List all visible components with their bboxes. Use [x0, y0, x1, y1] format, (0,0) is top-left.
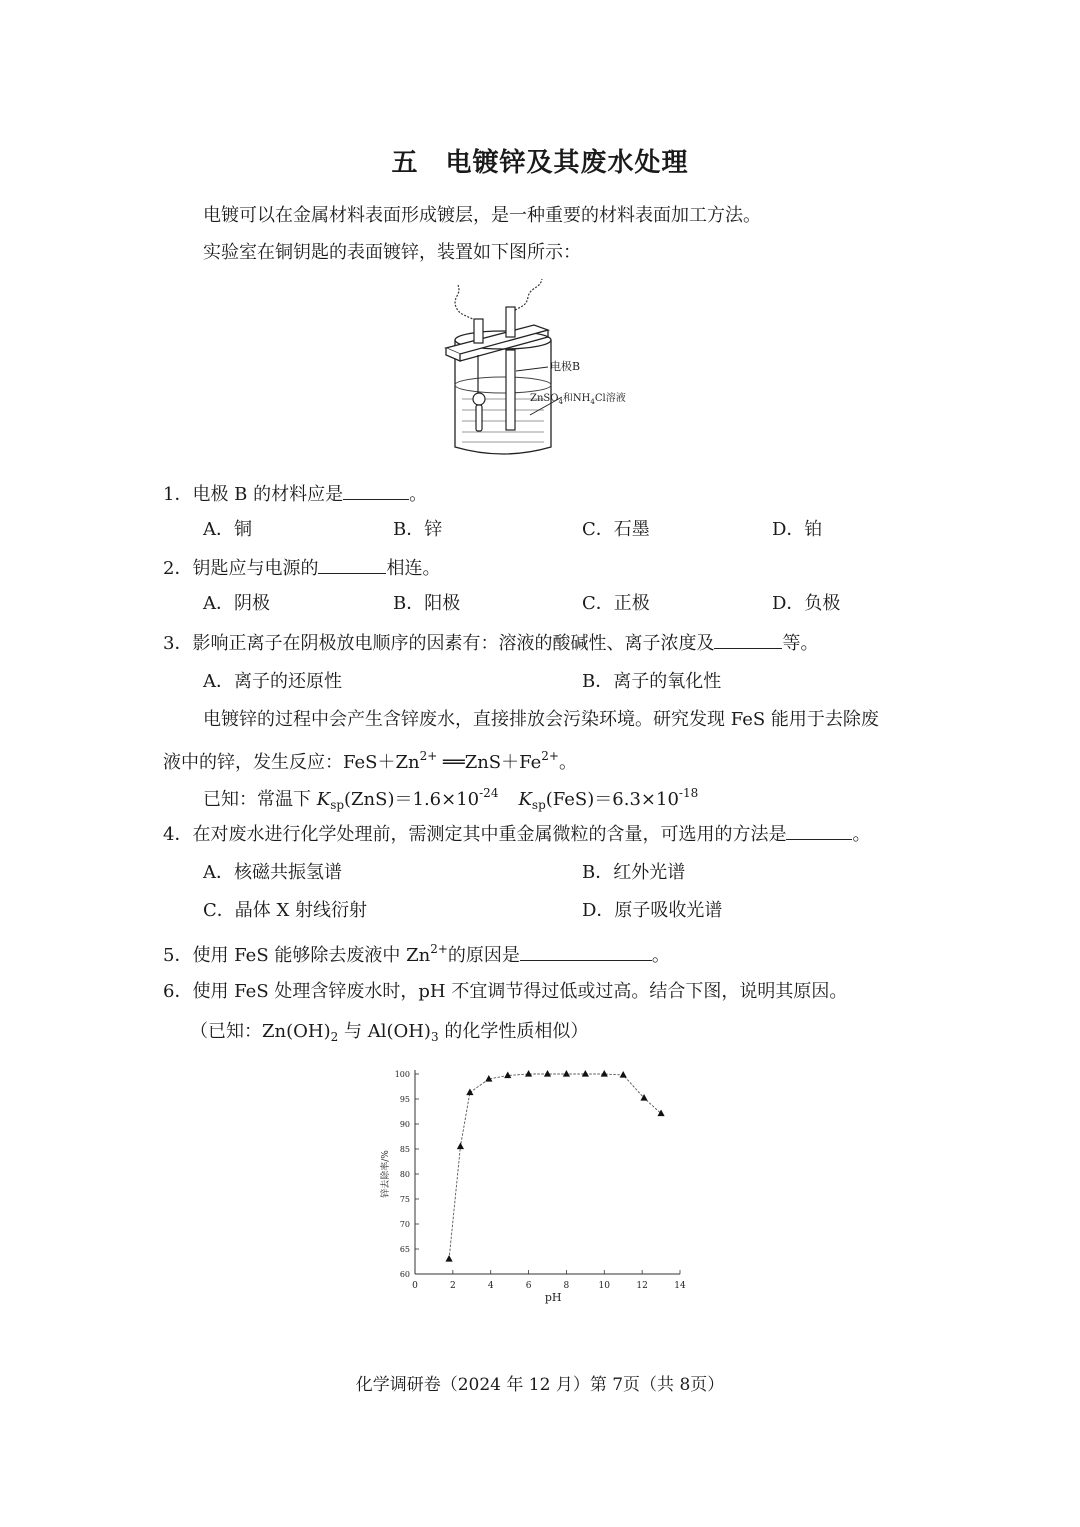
q4-option-a[interactable]: A．核磁共振氢谱: [203, 862, 342, 883]
q1-option-a[interactable]: A．铜: [203, 519, 252, 540]
q1-option-d[interactable]: D．铂: [772, 519, 823, 540]
question-6-note: （已知：$Zn(OH)_2$ 与 $Al(OH)_3$ 的化学性质相似）: [190, 1021, 589, 1044]
y-tick-label: 70: [399, 1220, 410, 1229]
y-tick-label: 100: [394, 1070, 410, 1079]
question-number: 4．: [163, 824, 193, 845]
x-tick-label: 0: [412, 1281, 418, 1291]
question-2: 2．钥匙应与电源的 相连。: [163, 555, 440, 581]
data-point-triangle: [525, 1070, 532, 1077]
chart-points: [445, 1070, 664, 1262]
data-point-triangle: [582, 1070, 589, 1077]
y-tick-label: 80: [399, 1170, 410, 1179]
intro-line-1: 电镀可以在金属材料表面形成镀层，是一种重要的材料表面加工方法。: [203, 205, 761, 226]
q2-option-c[interactable]: C．正极: [582, 593, 650, 614]
q4-option-b[interactable]: B．红外光谱: [582, 862, 686, 883]
q1-option-b[interactable]: B．锌: [393, 519, 443, 540]
q3-option-a[interactable]: A．离子的还原性: [203, 671, 342, 692]
data-point-triangle: [601, 1070, 608, 1077]
q4-option-d[interactable]: D．原子吸收光谱: [582, 900, 723, 921]
y-axis-label: 锌去除率/%: [381, 1150, 391, 1198]
y-tick-label: 95: [399, 1095, 410, 1104]
answer-blank[interactable]: [786, 821, 852, 840]
x-tick-label: 10: [598, 1281, 611, 1291]
q4-option-c[interactable]: C．晶体 X 射线衍射: [203, 900, 368, 921]
q2-option-a[interactable]: A．阴极: [203, 593, 270, 614]
x-tick-label: 14: [674, 1281, 686, 1291]
series-line: [449, 1074, 661, 1259]
data-point-triangle: [457, 1143, 464, 1150]
answer-blank[interactable]: [318, 555, 386, 574]
y-tick-label: 85: [399, 1145, 410, 1154]
question-4: 4．在对废水进行化学处理前，需测定其中重金属微粒的含量，可选用的方法是 。: [163, 821, 870, 847]
q1-option-c[interactable]: C．石墨: [582, 519, 650, 540]
question-3: 3．影响正离子在阴极放电顺序的因素有：溶液的酸碱性、离子浓度及 等。: [163, 630, 818, 656]
electroplating-apparatus-figure: [430, 275, 680, 465]
section-title: 五 电镀锌及其废水处理: [391, 148, 689, 178]
x-tick-label: 2: [449, 1281, 456, 1291]
label-solution: ZnSO$_4$和$NH_4Cl$溶液: [530, 393, 626, 406]
chart-axes: [415, 1070, 680, 1274]
answer-blank[interactable]: [343, 481, 409, 500]
x-tick-label: 6: [525, 1281, 532, 1291]
q2-option-d[interactable]: D．负极: [772, 593, 841, 614]
data-point-triangle: [620, 1071, 627, 1078]
paragraph-2-line-1: 电镀锌的过程中会产生含锌废水，直接排放会污染环境。研究发现 FeS 能用于去除废: [203, 709, 879, 730]
label-electrode-b: 电极B: [550, 360, 581, 373]
data-point-triangle: [466, 1089, 473, 1096]
question-number: 2．: [163, 558, 193, 579]
answer-blank[interactable]: [520, 942, 652, 961]
zinc-removal-chart: [370, 1058, 700, 1308]
q2-option-b[interactable]: B．阳极: [393, 593, 461, 614]
question-number: 3．: [163, 633, 193, 654]
x-axis-label: pH: [544, 1291, 562, 1304]
data-point-triangle: [445, 1255, 452, 1262]
x-tick-label: 4: [487, 1281, 494, 1291]
data-point-triangle: [504, 1072, 511, 1079]
question-number: 6．: [163, 981, 193, 1002]
data-point-triangle: [563, 1070, 570, 1077]
q3-option-b[interactable]: B．离子的氧化性: [582, 671, 722, 692]
data-point-triangle: [544, 1070, 551, 1077]
page-footer: 化学调研卷（2024 年 12 月）第 7页（共 8页）: [355, 1375, 725, 1395]
y-tick-label: 60: [399, 1270, 410, 1279]
question-number: 5．: [163, 945, 193, 966]
ksp-known-values: 已知：常温下 $K_{sp}(ZnS)=1.6\times 10^{-24}$ $K_{sp}(FeS)=6.3\times 10^{-18}$: [203, 786, 699, 812]
question-1: 1．电极 B 的材料应是 。: [163, 481, 427, 507]
chart-ticks: [395, 1070, 686, 1291]
y-tick-label: 65: [399, 1245, 410, 1254]
paragraph-2-line-2: 液中的锌，发生反应：$FeS+Zn^{2+}$ $══ZnS+Fe^{2+}$。: [163, 749, 577, 773]
y-tick-label: 75: [399, 1195, 410, 1204]
answer-blank[interactable]: [714, 630, 782, 649]
intro-line-2: 实验室在铜钥匙的表面镀锌，装置如下图所示：: [203, 242, 581, 263]
question-6: 6．使用 FeS 处理含锌废水时，pH 不宜调节得过低或过高。结合下图，说明其原因。: [163, 981, 848, 1002]
question-number: 1．: [163, 484, 193, 505]
data-point-triangle: [657, 1110, 664, 1117]
question-5: 5．使用 FeS 能够除去废液中 $Zn^{2+}$的原因是 。: [163, 942, 670, 966]
x-tick-label: 8: [563, 1281, 570, 1291]
x-tick-label: 12: [636, 1281, 648, 1291]
y-tick-label: 90: [399, 1120, 410, 1129]
